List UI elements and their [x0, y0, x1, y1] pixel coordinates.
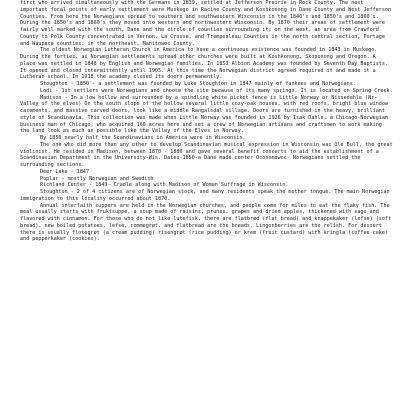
paragraph-interfaith-suppers: Annual interfaith suppers are held in the Norwegian churches, and people come for miles to eat the flaky fish. The meal usually starts with fruktsuppe, a soup made of raisins, prunes, grapes and dried apples, thickened with sago and flavored with cinnamon. For those who do not like lutefisk, there are flatbrød (flat bread) and knappekaker (lefse) (soft bread), new boiled potatoes, lefse, rommegrøt, and flatbread are the breads. Lingonberries are the relish. For dessert there is usually flotegrøt (a cream pudding) risengrøt (rice pudding) or krem (fruit custard) with kringla (coffee cake) and pepperkaker (cookies). [20, 202, 392, 243]
item-lodi: Lodi - 1st settlers were Norwegians and choose the site because of its many springs. It is located on Spring Creek. [40, 87, 393, 94]
paragraph-ole-bull: The one who did more than any other to develop Scandinavian musical expression in Wisconsin was Ole Bull, the great violinist. He resided in Madison, between 1870 - 1880 and gave several benefit concerts to aid the establishment of a Scandinavian Department in the University-Wis. Dates-1850-a Dane made center Oconomowoc- Norwegians settled the surrounding sections. [20, 141, 393, 168]
item-poplar: Poplar - mostly Norwegian and Swedish [40, 175, 154, 182]
item-stoughton-1850: Stoughton - 1850 - a settlement was founded by Luke Stoughton in 1847 mainly of Yankees and Norwegians. [40, 81, 356, 87]
item-deer-lake: Deer Lake - 1847 [40, 168, 90, 175]
paragraph-stoughton-stock: Stoughton - 2 of 4 citizens are of Norwegian stock, and many residents speak the mother tongue. The main Norwegian immigration to this locality occurred about 1870. [20, 189, 390, 202]
paragraph-little-norway: Madison - In a low hollow and surrounded by a spindling white picket fence is Little Norway or Nissedahle (Nr-Valley of the elves) On the south slope of the hollow several little cozy-oak houses, with red roofs, bright blue window casements, and massive carved doors, look like a middle Rangalsdal village. Doors are furnished in the heavy, brilliant style of Scandinavia. This collection was made when Little Norway was founded in 1926 by Isak Dahle, a Chicago-Norwegian business man of Chicago, who acquired 160 acres here and set a crew of Norwegian artisans and craftsmen to work making the land look as much as possible like the Valley of the Elves in Norway. [20, 94, 389, 135]
paragraph-churches: The oldest Norwegian Lutheran Church in America to have a continuous existence was founded in 1843 in Muskego. During the forties, as Norwegian settlements spread other churches were built at Koshkonong, Skoponong and Oregon. A place was settled in 1848 by English and Norwegian families. In 1853 Albion Academy was founded by Seventh Day Baptists. It opened and closed intermittently until 1905. At this time the Norwegian district agreed required it and made it a Lutheran school. In 1918 the academy closed its doors permanently. [20, 47, 389, 81]
item-richland-center: Richland Center - 1849- Cradle along with Madison of Woman Suffrage in Wisconsin. [40, 182, 289, 189]
paragraph-1850-half: By 1850 nearly half the Scandinavians in America were in Wisconsin. [40, 135, 246, 141]
paragraph-settlement: first who arrived simultaneously with the Germans in 1839, settled at Jefferson Prairie in Rock County. The next important focal points of early settlement were Muskego in Racine County and Koshkonong in Dane County and West Jefferson Counties. From here the Norwegians spread to southern and southwestern Wisconsin in the 1840's and 1850's and 1860's. During the 1850's and 1860's they moved into western and northwestern Wisconsin. By 1870 their areas of settlement were fairly well marked with the south, Dane and the circle of counties surrounding it; on the west, an area from Crawford County to Polk County concentrated in Vernon, La Crosse, and Trempealeau Counties in the north central section, Portage and Waupaca counties; in the northeast, Manitowoc County. [20, 0, 392, 47]
